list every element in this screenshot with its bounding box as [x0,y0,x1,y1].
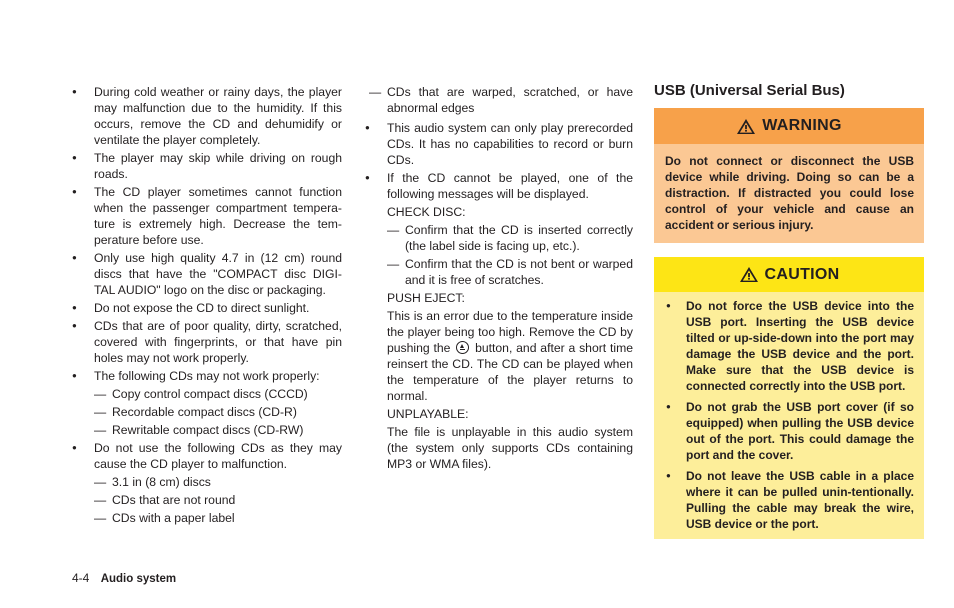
chapter-title: Audio system [100,573,177,585]
middle-column [365,84,633,474]
caution-label: CAUTION [764,265,840,283]
caution-item: ● Do not grab the USB port cover (if so equipped) when pulling the USB device out of the port. This could damage the port and the cover. [664,399,914,463]
message-label: CHECK DISC: [387,205,466,219]
sub-item: — CDs with a paper label [94,510,342,526]
warning-triangle-icon [736,118,756,135]
caution-item: ● Do not force the USB device into the USB port. Inserting the USB device tilted or up-side-down into the port may damage the USB device and the port. Make sure that the USB device is connected correctly into the USB port. [664,298,914,394]
list-item: ● Do not use the following CDs as they may cause the CD player to malfunction. — 3.1 in (8 cm) discs — CDs that are not round — CDs with a paper label [72,440,342,526]
sub-item: — Recordable compact discs (CD-R) [94,404,342,420]
sub-item: — Rewritable compact discs (CD-RW) [94,422,342,438]
list-item: ● The player may skip while driving on rough roads. [72,150,342,182]
page-number: 4-4 [72,571,90,585]
sub-item: — Copy control compact discs (CCCD) [94,386,342,402]
list-item: ● Only use high quality 4.7 in (12 cm) round discs that have the "COMPACT disc DIGI-TAL AUDIO" logo on the disc or packaging. [72,250,342,298]
sub-item: — CDs that are warped, scratched, or have abnormal edges [369,84,633,116]
list-item: ● If the CD cannot be played, one of the following messages will be displayed. CHECK DISC: — Confirm that the CD is inserted correctly (the label side is facing up, etc.). — Confirm that the CD is not bent or warped and it is free of scratches. PUSH EJECT: This is an error due to the temperature inside the player being too high. Remove the CD by pushing the button, and after a short time reinsert the CD. The CD can be played when the temperature of the player returns to normal. UNPLAYABLE: The file is unplayable in this audio system (the system only supports CDs containing MP3 or WMA files). [365,170,633,472]
left-column [72,84,342,528]
message-label: UNPLAYABLE: [387,407,469,421]
eject-button-icon [456,341,469,354]
sub-item: — CDs that are not round [94,492,342,508]
sub-item: — Confirm that the CD is inserted correctly (the label side is facing up, etc.). [387,222,633,254]
message-label: PUSH EJECT: [387,291,465,305]
list-item: ● CDs that are of poor quality, dirty, scratched, covered with fingerprints, or that have pin holes may not work properly. [72,318,342,366]
paragraph: The file is unplayable in this audio system (the system only supports CDs containing MP3 or WMA files). [387,425,633,471]
list-item: ● This audio system can only play prerecorded CDs. It has no capabilities to record or burn CDs. [365,120,633,168]
paragraph: This is an error due to the temperature inside the player being too high. Remove the CD by pushing the button, and after a short time reinsert the CD. The CD can be played when the temperature of the player returns to normal. [387,309,633,403]
right-column [654,82,924,539]
warning-triangle-icon [739,266,759,283]
caution-header [654,257,924,292]
warning-header [654,108,924,144]
sub-item: — 3.1 in (8 cm) discs [94,474,342,490]
section-title: USB (Universal Serial Bus) [654,82,845,99]
page-footer [72,570,176,587]
caution-box [654,292,924,539]
list-item: ● The following CDs may not work properly: — Copy control compact discs (CCCD) — Recordable compact discs (CD-R) — Rewritable compact discs (CD-RW) [72,368,342,438]
list-item: ● Do not expose the CD to direct sunlight. [72,300,342,316]
warning-label: WARNING [762,117,842,134]
list-item: ● The CD player sometimes cannot function when the passenger compartment tempera-ture is extremely high. Decrease the tem-perature before use. [72,184,342,248]
sub-item: — Confirm that the CD is not bent or warped and it is free of scratches. [387,256,633,288]
caution-item: ● Do not leave the USB cable in a place where it can be pulled unin-tentionally. Pulling the cable may break the wire, USB device or the port. [664,468,914,532]
warning-text: Do not connect or disconnect the USB device while driving. Doing so can be a distraction. If distracted you could lose control of your vehicle and cause an accident or serious injury. [654,144,924,243]
list-item: ● During cold weather or rainy days, the player may malfunction due to the humidity. If this occurs, remove the CD and dehumidify or ventilate the player completely. [72,84,342,148]
